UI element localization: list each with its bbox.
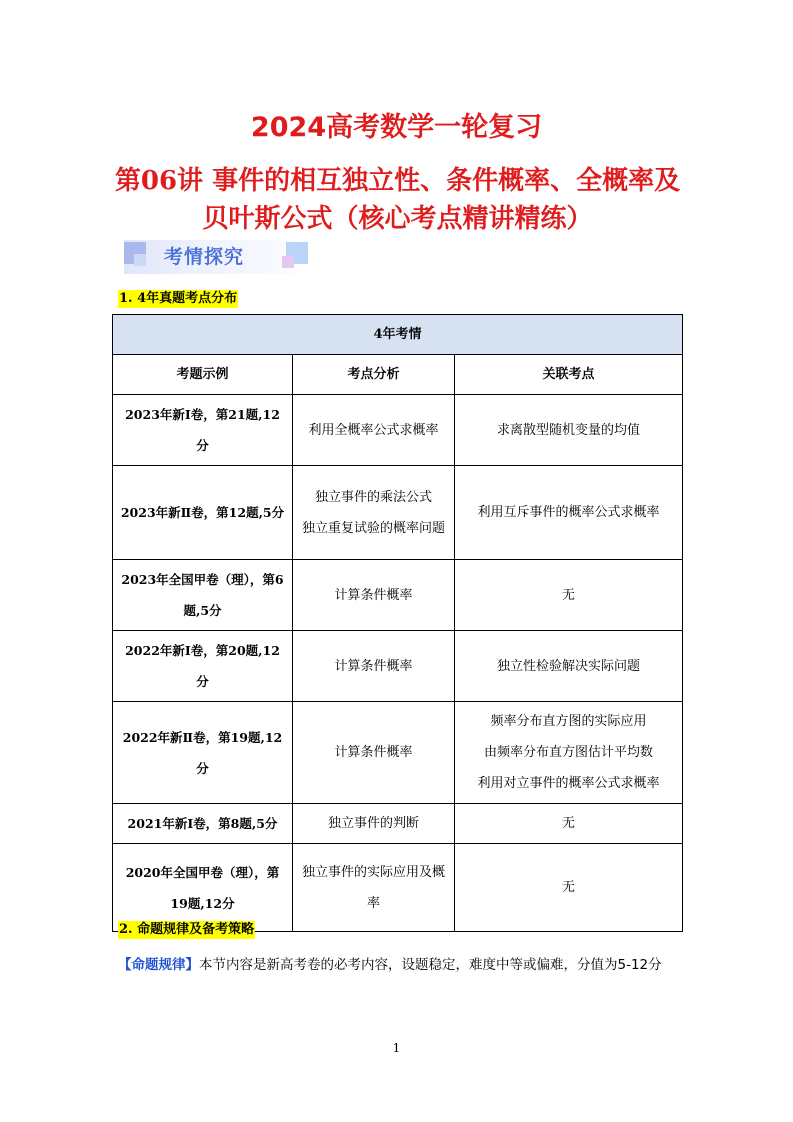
proposition-rule-paragraph	[118, 950, 684, 981]
cell-related: 求离散型随机变量的均值	[455, 395, 683, 466]
cell-exam: 2022年新Ⅱ卷，第19题,12分	[113, 702, 293, 804]
cell-related: 无	[455, 844, 683, 932]
cell-exam: 2023年新Ⅱ卷，第12题,5分	[113, 466, 293, 560]
cell-related: 频率分布直方图的实际应用 由频率分布直方图估计平均数 利用对立事件的概率公式求概率	[455, 702, 683, 804]
cell-exam: 2023年新Ⅰ卷，第21题,12分	[113, 395, 293, 466]
cell-analysis: 独立事件的判断	[293, 804, 455, 844]
column-header: 考题示例	[113, 355, 293, 395]
table-caption-row	[113, 315, 683, 355]
table-header-row	[113, 355, 683, 395]
table-row	[113, 395, 683, 466]
table-row	[113, 466, 683, 560]
banner-text: 考情探究	[164, 246, 245, 268]
decor-square-icon	[134, 254, 146, 266]
cell-analysis: 利用全概率公式求概率	[293, 395, 455, 466]
section-banner	[124, 240, 308, 274]
cell-related: 无	[455, 804, 683, 844]
table-row	[113, 631, 683, 702]
cell-analysis: 计算条件概率	[293, 560, 455, 631]
lecture-title: 第06讲 事件的相互独立性、条件概率、全概率及贝叶斯公式（核心考点精讲精练）	[114, 166, 681, 234]
document-title: 2024高考数学一轮复习	[250, 112, 543, 143]
cell-exam: 2020年全国甲卷（理），第19题,12分	[113, 844, 293, 932]
section-heading-exam-distribution: 1. 4年真题考点分布	[119, 291, 238, 306]
exam-analysis-table	[112, 314, 683, 932]
cell-exam: 2022年新Ⅰ卷，第20题,12分	[113, 631, 293, 702]
cell-analysis: 独立事件的实际应用及概率	[293, 844, 455, 932]
paragraph-text: 本节内容是新高考卷的必考内容，设题稳定，难度中等或偏难，分值为5-12分	[199, 957, 662, 973]
section-heading-strategy: 2. 命题规律及备考策略	[119, 922, 255, 937]
table-row	[113, 560, 683, 631]
cell-related: 利用互斥事件的概率公式求概率	[455, 466, 683, 560]
cell-exam: 2023年全国甲卷（理），第6题,5分	[113, 560, 293, 631]
column-header: 考点分析	[293, 355, 455, 395]
cell-analysis: 计算条件概率	[293, 631, 455, 702]
paragraph-tag: 【命题规律】	[118, 957, 199, 973]
table-row	[113, 844, 683, 932]
cell-exam: 2021年新Ⅰ卷，第8题,5分	[113, 804, 293, 844]
cell-analysis: 独立事件的乘法公式 独立重复试验的概率问题	[293, 466, 455, 560]
cell-related: 独立性检验解决实际问题	[455, 631, 683, 702]
table-caption: 4年考情	[113, 315, 683, 355]
table-row	[113, 804, 683, 844]
cell-related: 无	[455, 560, 683, 631]
page-number: 1	[392, 1041, 401, 1055]
column-header: 关联考点	[455, 355, 683, 395]
table-row	[113, 702, 683, 804]
cell-analysis: 计算条件概率	[293, 702, 455, 804]
